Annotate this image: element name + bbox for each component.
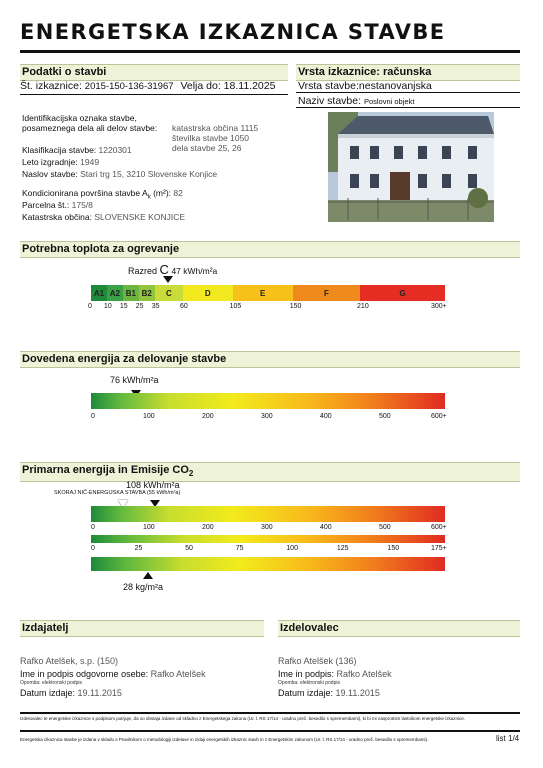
co2-ticks bbox=[91, 545, 445, 555]
maker-section-header: Izdelovalec bbox=[278, 620, 520, 637]
heating-band-a2: A2 bbox=[107, 285, 123, 301]
heating-ticks bbox=[88, 303, 447, 313]
building-type-row: Vrsta stavbe:nestanovanjska bbox=[298, 80, 432, 92]
co2-scale-top bbox=[91, 535, 445, 543]
heating-band-b1: B1 bbox=[123, 285, 139, 301]
co2-tick: 25 bbox=[134, 545, 143, 552]
heating-tick: 105 bbox=[229, 303, 242, 310]
heating-tick: 25 bbox=[135, 303, 144, 310]
heating-band-f: F bbox=[293, 285, 360, 301]
heating-tick: 10 bbox=[103, 303, 112, 310]
heating-marker bbox=[163, 276, 173, 283]
heating-scale bbox=[91, 285, 445, 301]
issuer-name: Rafko Atelšek, s.p. (150) bbox=[20, 656, 119, 666]
delivered-scale bbox=[91, 393, 445, 409]
issuer-sign: Ime in podpis odgovorne osebe: Rafko Atelšek bbox=[20, 669, 206, 679]
co2-value: 28 kg/m²a bbox=[123, 582, 164, 592]
heating-tick: 15 bbox=[119, 303, 128, 310]
primary-value: 108 kWh/m²a bbox=[126, 480, 180, 490]
issuer-date: Datum izdaje: 19.11.2015 bbox=[20, 688, 122, 698]
heating-band-g: G bbox=[360, 285, 445, 301]
delivered-value: 76 kWh/m²a bbox=[110, 375, 159, 385]
ident-label: Identifikacijska oznaka stavbe, posameznega dela ali delov stavbe: bbox=[22, 113, 158, 133]
co2-marker bbox=[143, 572, 153, 579]
primary-tick: 0 bbox=[91, 524, 95, 531]
primary-tick: 500 bbox=[379, 524, 391, 531]
primary-tick: 100 bbox=[143, 524, 155, 531]
issuer-section-header: Izdajatelj bbox=[20, 620, 264, 637]
classification-row: Klasifikacija stavbe: 1220301 bbox=[22, 145, 132, 155]
delivered-tick: 600+ bbox=[431, 413, 447, 420]
delivered-section-header: Dovedena energija za delovanje stavbe bbox=[20, 351, 520, 368]
footer-line-2: Energetska izkaznica stavbe je izdana v skladu s Pravilnikom o metodologiji izdelave in izdaji energetskih izkaznic stavb in z Energetskim zakonom (Ur. l. RS 17/14 - uradno preč. besedilo s spremembami). bbox=[20, 737, 429, 742]
primary-tick: 600+ bbox=[431, 524, 447, 531]
primary-tick: 400 bbox=[320, 524, 332, 531]
heating-tick: 0 bbox=[88, 303, 92, 310]
heating-band-a1: A1 bbox=[91, 285, 107, 301]
year-row: Leto izgradnje: 1949 bbox=[22, 157, 100, 167]
delivered-ticks bbox=[91, 413, 445, 423]
heating-tick: 60 bbox=[180, 303, 188, 310]
primary-ticks bbox=[91, 524, 445, 534]
heating-tick: 210 bbox=[357, 303, 369, 310]
delivered-tick: 100 bbox=[143, 413, 155, 420]
co2-tick: 150 bbox=[387, 545, 400, 552]
title-rule bbox=[20, 50, 520, 53]
area-row: Kondicionirana površina stavbe $A_k$ (m²): 82 bbox=[22, 188, 183, 201]
primary-tick: 200 bbox=[202, 524, 214, 531]
delivered-tick: 500 bbox=[379, 413, 391, 420]
primary-section-header: Primarna energija in Emisije $CO_2$ bbox=[20, 462, 520, 482]
co2-tick: 0 bbox=[91, 545, 95, 552]
ident-value: katastrska občina 1115 številka stavbe 1050 dela stavbe 25, 26 bbox=[172, 123, 259, 153]
primary-tick: 300 bbox=[261, 524, 273, 531]
heating-tick: 35 bbox=[151, 303, 160, 310]
delivered-tick: 200 bbox=[202, 413, 214, 420]
parcel-row: Parcelna št.: 175/8 bbox=[22, 200, 93, 210]
card-type-header: Vrsta izkaznice: računska bbox=[296, 64, 520, 81]
heating-tick: 300+ bbox=[431, 303, 447, 310]
delivered-tick: 0 bbox=[91, 413, 95, 420]
co2-tick: 75 bbox=[235, 545, 244, 552]
page-number: list 1/4 bbox=[496, 734, 520, 743]
delivered-tick: 400 bbox=[320, 413, 332, 420]
maker-name: Rafko Atelšek (136) bbox=[278, 656, 357, 666]
building-photo bbox=[328, 112, 494, 222]
footer-line-1: Izdelovalec te energetske izkaznice s podpisom potrjuje, da so obstaja izdane od skladno z Energetskega zakona (Ur. l. RS 17/14 - uradno preč. besedilo s spremembami), ki bi mi nasprotnim lastnikom energetske izkaznice. bbox=[20, 716, 465, 721]
heating-band-c: C bbox=[155, 285, 183, 301]
co2-tick: 175+ bbox=[431, 545, 447, 552]
co2-tick: 125 bbox=[336, 545, 349, 552]
maker-sign: Ime in podpis: Rafko Atelšek bbox=[278, 669, 392, 679]
nzeb-label: SKORAJ NIČ-ENERGIJSKA STAVBA (55 kWh/m²a) bbox=[54, 490, 181, 496]
building-name-row: Naziv stavbe: Poslovni objekt bbox=[298, 95, 415, 107]
co2-tick: 100 bbox=[286, 545, 298, 552]
co2-scale bbox=[91, 557, 445, 571]
address-row: Naslov stavbe: Stari trg 15, 3210 Slovenske Konjice bbox=[22, 169, 218, 179]
maker-date: Datum izdaje: 19.11.2015 bbox=[278, 688, 380, 698]
heating-band-d: D bbox=[183, 285, 233, 301]
heating-band-b2: B2 bbox=[139, 285, 155, 301]
delivered-tick: 300 bbox=[261, 413, 273, 420]
heating-section-header: Potrebna toplota za ogrevanje bbox=[20, 241, 520, 258]
heating-tick: 150 bbox=[289, 303, 302, 310]
cadastral-row: Katastrska občina: SLOVENSKE KONJICE bbox=[22, 212, 186, 222]
building-section-header: Podatki o stavbi bbox=[20, 64, 288, 81]
heating-class-label: Razred C 47 kWh/m²a bbox=[128, 262, 218, 277]
page-title: ENERGETSKA IZKAZNICA STAVBE bbox=[20, 20, 446, 44]
heating-band-e: E bbox=[233, 285, 293, 301]
maker-note: Opomba: elektronski podpis bbox=[278, 680, 340, 686]
co2-tick: 50 bbox=[185, 545, 193, 552]
card-id-row: Št. izkaznice: 2015-150-136-31967 Velja do: 18.11.2025 bbox=[20, 80, 276, 92]
issuer-note: Opomba: elektronski podpis bbox=[20, 680, 82, 686]
primary-scale bbox=[91, 506, 445, 522]
